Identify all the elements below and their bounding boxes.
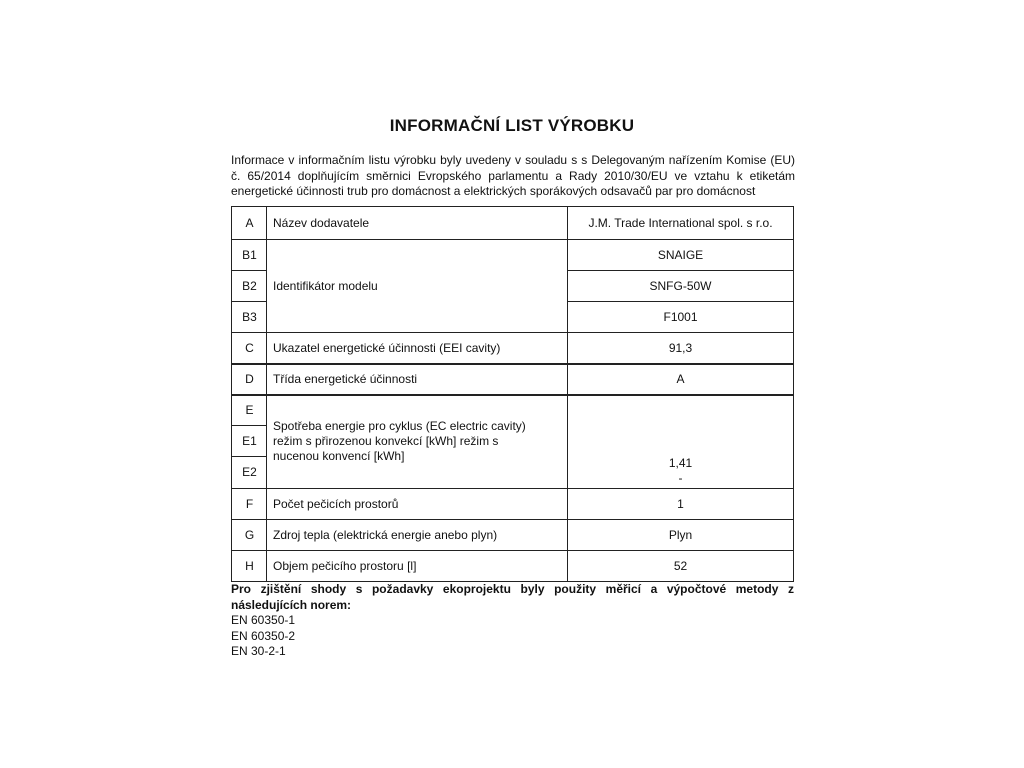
row-code-h: H	[245, 558, 254, 573]
row-code-f: F	[245, 496, 254, 511]
label-model-identifier: Identifikátor modelu	[273, 278, 378, 293]
row-code-d: D	[245, 371, 254, 386]
row-code-e2: E2	[242, 465, 257, 479]
standard-item: EN 60350-1	[231, 613, 296, 627]
row-code-c: C	[245, 340, 254, 355]
row-code-b1: B1	[242, 247, 257, 262]
value-supplier-name: J.M. Trade International spol. s r.o.	[588, 216, 773, 230]
label-heat-source: Zdroj tepla (elektrická energie anebo plyn)	[273, 527, 498, 542]
standard-item: EN 30-2-1	[231, 644, 286, 658]
value-cavity-volume: 52	[673, 558, 688, 573]
page-title: INFORMAČNÍ LIST VÝROBKU	[389, 116, 635, 135]
value-cavity-count: 1	[677, 496, 684, 511]
row-code-e1: E1	[242, 433, 257, 448]
value-energy-e1: 1,41	[668, 455, 693, 470]
label-cavity-count: Počet pečicích prostorů	[273, 496, 399, 511]
value-energy-e2: -	[678, 470, 683, 485]
row-code-e: E	[245, 403, 254, 417]
standards-statement: Pro zjištění shody s požadavky ekoprojektu byly použity měřicí a výpočtové metody z následujících norem:	[231, 582, 794, 612]
value-model-b2: SNFG-50W	[649, 278, 712, 293]
value-eei: 91,3	[668, 340, 693, 355]
label-cavity-volume: Objem pečicího prostoru [l]	[273, 558, 417, 573]
product-info-table	[231, 206, 794, 582]
standards-section	[231, 582, 794, 660]
value-energy-class: A	[676, 371, 685, 386]
standard-item: EN 60350-2	[231, 628, 296, 643]
row-code-g: G	[244, 527, 255, 542]
value-model-b3: F1001	[663, 309, 698, 324]
label-energy-consumption: Spotřeba energie pro cyklus (EC electric cavity) režim s přirozenou konvekcí [kWh] režim s nucenou konvencí [kWh]	[273, 419, 526, 463]
value-heat-source: Plyn	[668, 527, 693, 542]
row-code-b2: B2	[242, 278, 257, 293]
row-code-a: A	[245, 216, 254, 230]
value-model-b1: SNAIGE	[657, 247, 704, 262]
label-energy-class: Třída energetické účinnosti	[273, 371, 418, 386]
label-eei: Ukazatel energetické účinnosti (EEI cavity)	[273, 340, 501, 355]
row-code-b3: B3	[242, 309, 257, 324]
label-supplier-name: Název dodavatele	[273, 216, 370, 230]
intro-paragraph: Informace v informačním listu výrobku byly uvedeny v souladu s s Delegovaným nařízením Komise (EU) č. 65/2014 doplňujícím směrnici Evropského parlamentu a Rady 2010/30/EU ve vztahu k etiketám energetické účinnosti trub pro domácnost a elektrických sporákových odsavačů par pro domácnost	[231, 153, 795, 198]
